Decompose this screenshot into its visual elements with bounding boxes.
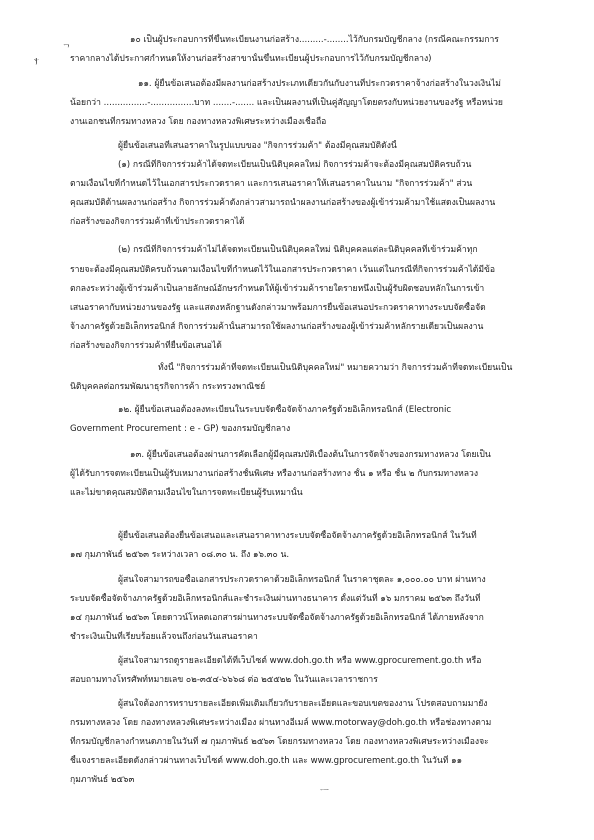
text-line: ตกลงระหว่างผู้เข้าร่วมค้าเป็นลายลักษณ์อักษรกำหนดให้ผู้เข้าร่วมค้ารายใดรายหนึ่งเป็นผู้รับผิดชอบหลักในการเข้า [70, 284, 485, 294]
margin-mark: ᅳ [320, 786, 329, 796]
text-line: นิติบุคคลต่อกรมพัฒนาธุรกิจการค้า กระทรวงพาณิชย์ [70, 382, 266, 392]
text-line: ผู้ยื่นข้อเสนอที่เสนอราคาในรูปแบบของ "กิจการร่วมค้า" ต้องมีคุณสมบัติดังนี้ [118, 141, 397, 151]
text-line: ผู้ได้รับการจดทะเบียนเป็นผู้รับเหมางานก่อสร้างชั้นพิเศษ หรืองานก่อสร้างทาง ชั้น ๑ หรือ ชั้น ๒ กับกรมทางหลวง [70, 469, 479, 479]
text-line: กุมภาพันธ์ ๒๕๖๓ [70, 775, 135, 785]
text-line: ชำระเงินเป็นที่เรียบร้อยแล้วจนถึงก่อนวันเสนอราคา [70, 632, 258, 642]
text-line: และไม่ขาดคุณสมบัติตามเงื่อนไขในการจดทะเบียนผู้รับเหมานั้น [70, 488, 303, 498]
text-line: (๑) กรณีที่กิจการร่วมค้าได้จดทะเบียนเป็นนิติบุคคลใหม่ กิจการร่วมค้าจะต้องมีคุณสมบัติครบถ้วน [118, 160, 472, 170]
text-line: ราคากลางได้ประกาศกำหนดให้งานก่อสร้างสาขานั้นขึ้นทะเบียนผู้ประกอบการไว้กับกรมบัญชีกลาง) [70, 54, 432, 64]
text-line: ตามเงื่อนไขที่กำหนดไว้ในเอกสารประกวดราคา และการเสนอราคาให้เสนอราคาในนาม "กิจการร่วมค้า" ส่วน [70, 179, 473, 189]
text-line: ก่อสร้างของกิจการร่วมค้าที่ยื่นข้อเสนอได้ [70, 341, 222, 351]
text-line: ๑๔ กุมภาพันธ์ ๒๕๖๓ โดยดาวน์โหลดเอกสารผ่านทางระบบจัดซื้อจัดจ้างภาครัฐด้วยอิเล็กทรอนิกส์ ได้ภายหลังจาก [70, 613, 484, 623]
text-line: ผู้สนใจสามารถดูรายละเอียดได้ที่เว็บไซต์ www.doh.go.th หรือ www.gprocurement.go.th หรือ [118, 656, 482, 666]
text-line: ๑๐ เป็นผู้ประกอบการที่ขึ้นทะเบียนงานก่อสร้าง.........-........ไว้กับกรมบัญชีกลาง (กรณีคณะกรรมการ [130, 35, 499, 45]
text-line: จ้างภาครัฐด้วยอิเล็กทรอนิกส์ กิจการร่วมค้านั้นสามารถใช้ผลงานก่อสร้างของผู้เข้าร่วมค้าหลักรายเดียวเป็นผลงาน [70, 322, 484, 332]
text-line: คุณสมบัติด้านผลงานก่อสร้าง กิจการร่วมค้าดังกล่าวสามารถนำผลงานก่อสร้างของผู้เข้าร่วมค้ามาใช้แสดงเป็นผลงาน [70, 198, 496, 208]
text-line: Government Procurement : e - GP) ของกรมบัญชีกลาง [70, 424, 291, 434]
text-line: ระบบจัดซื้อจัดจ้างภาครัฐด้วยอิเล็กทรอนิกส์และชำระเงินผ่านทางธนาคาร ตั้งแต่วันที่ ๑๖ มกราคม ๒๕๖๓ ถึงวันที่ [70, 594, 481, 604]
text-line: ทั้งนี้ "กิจการร่วมค้าที่จดทะเบียนเป็นนิติบุคคลใหม่" หมายความว่า กิจการร่วมค้าที่จดทะเบียนเป็น [158, 363, 513, 373]
text-line: ชี้แจงรายละเอียดดังกล่าวผ่านทางเว็บไซต์ www.doh.go.th และ www.gprocurement.go.th ในวันที่ ๑๑ [70, 756, 463, 766]
text-line: ๑๒. ผู้ยื่นข้อเสนอต้องลงทะเบียนในระบบจัดซื้อจัดจ้างภาครัฐด้วยอิเล็กทรอนิกส์ (Electronic [118, 405, 452, 415]
text-line: เสนอราคากับหน่วยงานของรัฐ และแสดงหลักฐานดังกล่าวมาพร้อมการยื่นข้อเสนอประกวดราคาทางระบบจัดซื้อจัด [70, 303, 486, 313]
text-line: ๑๑. ผู้ยื่นข้อเสนอต้องมีผลงานก่อสร้างประเภทเดียวกันกับงานที่ประกวดราคาจ้างก่อสร้างในวงเงินไม่ [138, 79, 501, 89]
text-line: (๒) กรณีที่กิจการร่วมค้าไม่ได้จดทะเบียนเป็นนิติบุคคลใหม่ นิติบุคคลแต่ละนิติบุคคลที่เข้าร่วมค้าทุก [118, 245, 478, 255]
text-line: สอบถามทางโทรศัพท์หมายเลข ๐๒-๓๕๔-๖๖๖๘ ต่อ ๒๕๕๒๒ ในวันและเวลาราชการ [70, 675, 378, 685]
margin-mark: ᄀ [62, 45, 71, 55]
text-line: ผู้ยื่นข้อเสนอต้องยื่นข้อเสนอและเสนอราคาทางระบบจัดซื้อจัดจ้างภาครัฐด้วยอิเล็กทรอนิกส์ ในวันที่ [118, 531, 477, 541]
text-line: รายจะต้องมีคุณสมบัติครบถ้วนตามเงื่อนไขที่กำหนดไว้ในเอกสารประกวดราคา เว้นแต่ในกรณีที่กิจการร่วมค้าได้มีข้อ [70, 265, 496, 275]
text-line: ผู้สนใจสามารถขอซื้อเอกสารประกวดราคาด้วยอิเล็กทรอนิกส์ ในราคาชุดละ ๑,๐๐๐.๐๐ บาท ผ่านทาง [118, 575, 486, 585]
text-line: ก่อสร้างของกิจการร่วมค้าที่เข้าประกวดราคาได้ [70, 217, 245, 227]
text-line: ๑๗ กุมภาพันธ์ ๒๕๖๓ ระหว่างเวลา ๐๘.๓๐ น. ถึง ๑๖.๓๐ น. [70, 550, 290, 560]
text-line: ๑๓. ผู้ยื่นข้อเสนอต้องผ่านการคัดเลือกผู้มีคุณสมบัติเบื้องต้นในการจัดจ้างของกรมทางหลวง โดยเป็น [130, 450, 491, 460]
text-line: ผู้สนใจต้องการทราบรายละเอียดเพิ่มเติมเกี่ยวกับรายละเอียดและขอบเขตของงาน โปรดสอบถามมายัง [118, 699, 488, 709]
text-line: กรมทางหลวง โดย กองทางหลวงพิเศษระหว่างเมือง ผ่านทางอีเมล์ www.motorway@doh.go.th หรือช่องทางตาม [70, 718, 492, 728]
text-line: ที่กรมบัญชีกลางกำหนดภายในวันที่ ๗ กุมภาพันธ์ ๒๕๖๓ โดยกรมทางหลวง โดย กองทางหลวงพิเศษระหว่างเมืองจะ [70, 737, 489, 747]
text-line: งานเอกชนที่กรมทางหลวง โดย กองทางหลวงพิเศษระหว่างเมืองเชื่อถือ [70, 117, 327, 127]
text-line: น้อยกว่า ................-................บาท .......-....... และเป็นผลงานที่เป็นคู่สัญญาโดยตรงกับหน่วยงานของรัฐ หรือหน่วย [70, 98, 503, 108]
margin-mark: ⲯ [34, 56, 39, 66]
